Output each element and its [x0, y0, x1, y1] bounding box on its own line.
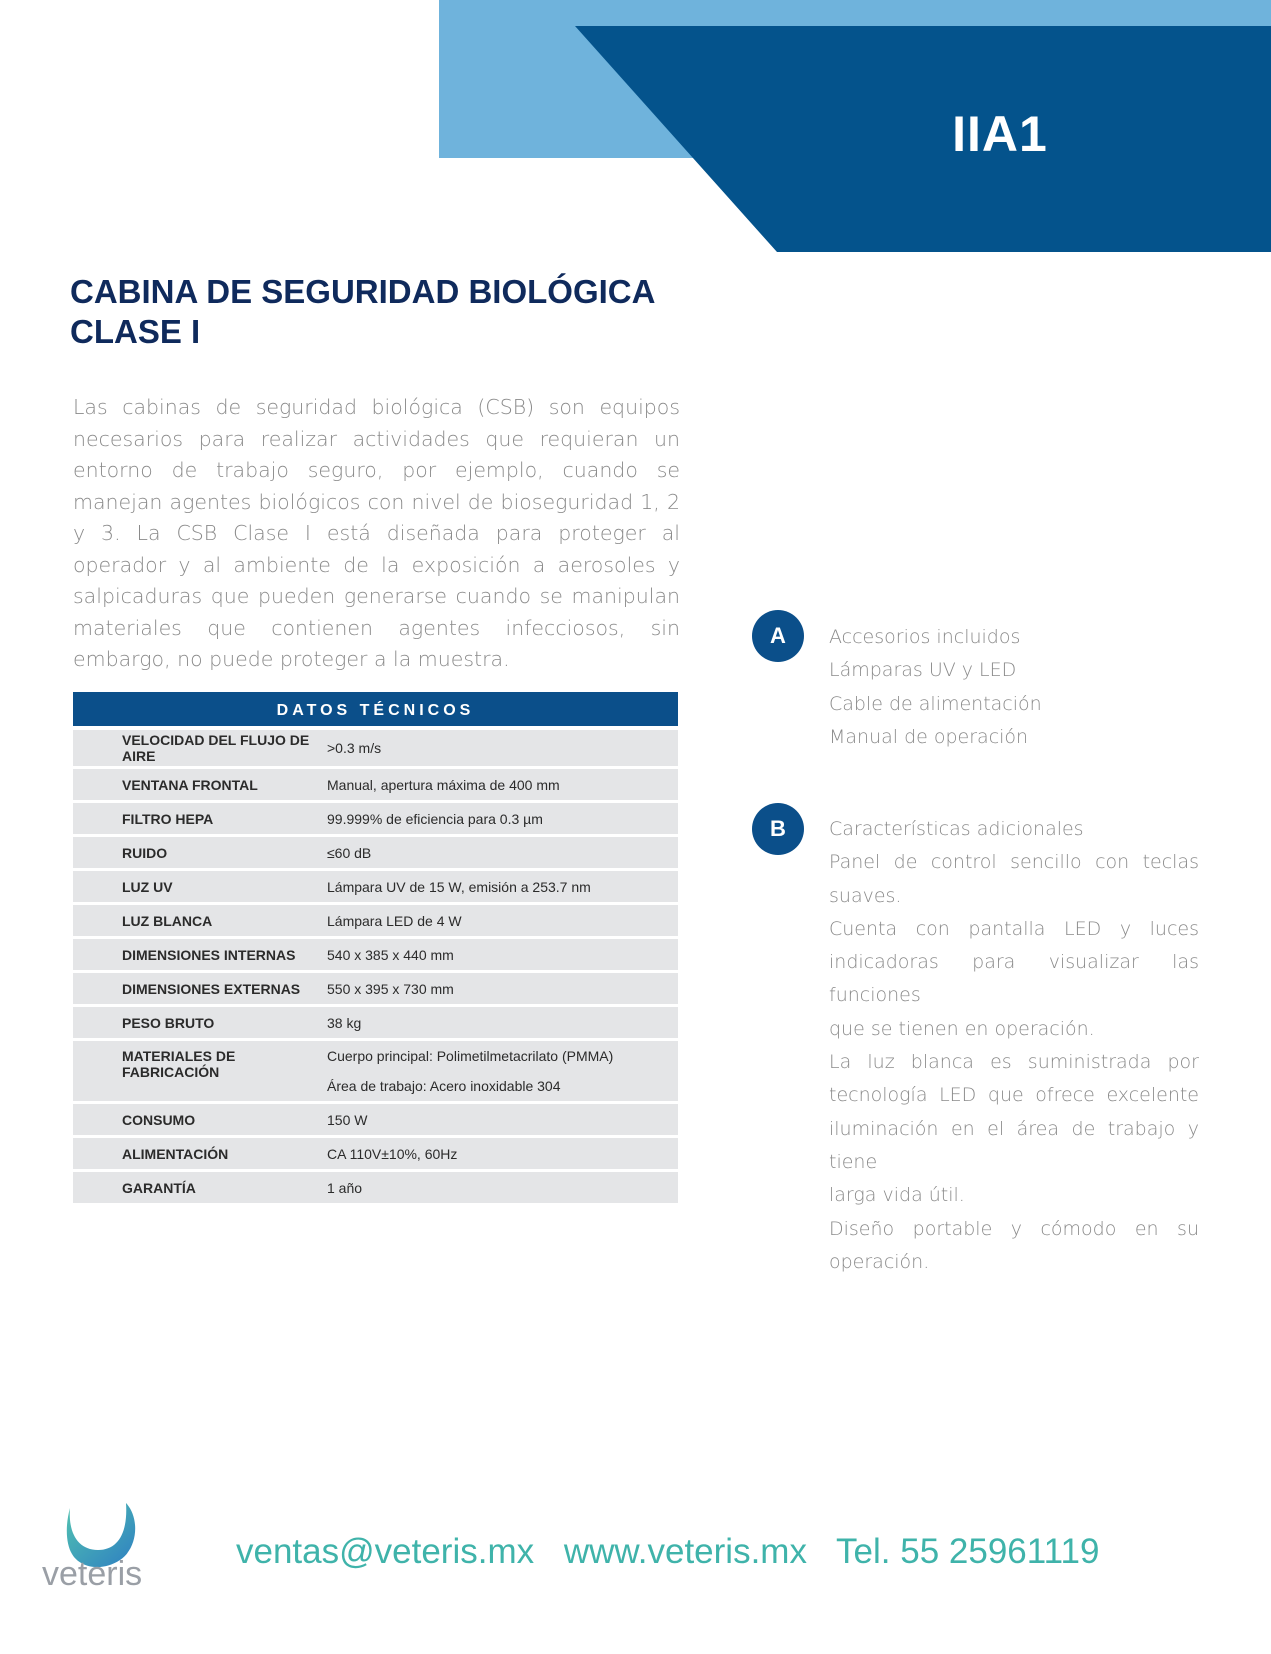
- spec-value-line: CA 110V±10%, 60Hz: [327, 1145, 458, 1162]
- spec-value-line: Lámpara LED de 4 W: [327, 912, 462, 929]
- badge-b: B: [752, 803, 804, 855]
- badge-a: A: [752, 610, 804, 662]
- spec-row: [73, 769, 678, 800]
- spec-value: [327, 1139, 678, 1169]
- spec-value: [327, 1008, 678, 1038]
- feature-line: La luz blanca es suministrada por: [829, 1051, 1199, 1074]
- footer-email[interactable]: ventas@veteris.mx: [236, 1532, 535, 1571]
- spec-label: DIMENSIONES INTERNAS: [122, 946, 296, 963]
- feature-line: Panel de control sencillo con teclas: [829, 851, 1199, 874]
- spec-label: RUIDO: [122, 844, 168, 861]
- spec-label: FILTRO HEPA: [122, 810, 214, 827]
- spec-row: [73, 837, 678, 868]
- spec-value: [327, 804, 678, 834]
- section-b-heading: Características adicionales: [829, 818, 1084, 840]
- spec-label: ALIMENTACIÓN: [122, 1145, 229, 1162]
- spec-label: VENTANA FRONTAL: [122, 776, 258, 793]
- spec-row: [73, 1138, 678, 1169]
- accessory-item: Lámparas UV y LED: [829, 659, 1017, 682]
- feature-line: que se tienen en operación.: [829, 1017, 1095, 1040]
- specs-rows: [73, 730, 678, 1203]
- spec-value: [327, 1173, 678, 1203]
- spec-label: LUZ UV: [122, 878, 173, 895]
- spec-value-line: 38 kg: [327, 1014, 362, 1031]
- spec-value: [327, 940, 678, 970]
- spec-row: [73, 939, 678, 970]
- spec-value: [327, 906, 678, 936]
- feature-line: suaves.: [829, 884, 902, 907]
- spec-value-line: >0.3 m/s: [327, 740, 382, 756]
- specs-table: [73, 692, 678, 1206]
- title-line-1: CABINA DE SEGURIDAD BIOLÓGICA: [70, 273, 656, 310]
- spec-value-line: Lámpara UV de 15 W, emisión a 253.7 nm: [327, 878, 591, 895]
- spec-row: [73, 1007, 678, 1038]
- spec-value-line: Área de trabajo: Acero inoxidable 304: [327, 1078, 561, 1094]
- spec-row: [73, 730, 678, 766]
- spec-label: CONSUMO: [122, 1111, 196, 1128]
- spec-row: [73, 871, 678, 902]
- logo-wordmark: veteris: [42, 1555, 143, 1593]
- spec-value-line: 550 x 395 x 730 mm: [327, 980, 454, 997]
- accessory-item: Accesorios incluidos: [829, 626, 1021, 648]
- spec-value: [327, 770, 678, 800]
- spec-value-line: 540 x 385 x 440 mm: [327, 946, 454, 963]
- footer-website[interactable]: www.veteris.mx: [563, 1532, 807, 1571]
- model-code: IIA1: [952, 106, 1048, 162]
- spec-label: LUZ BLANCA: [122, 912, 213, 929]
- spec-value: [327, 974, 678, 1004]
- accessory-item: Cable de alimentación: [829, 692, 1042, 715]
- feature-line: Diseño portable y cómodo en su: [829, 1217, 1199, 1240]
- feature-line: iluminación en el área de trabajo y tiene: [829, 1117, 1199, 1173]
- footer-contact: [236, 1532, 1119, 1572]
- feature-line: operación.: [829, 1250, 930, 1273]
- spec-value-line: ≤60 dB: [327, 844, 372, 861]
- spec-label: MATERIALES DE FABRICACIÓN: [122, 1048, 236, 1080]
- accessory-item: Manual de operación: [829, 725, 1029, 748]
- spec-row: [73, 1172, 678, 1203]
- page-title: [70, 272, 710, 352]
- spec-row: [73, 905, 678, 936]
- feature-line: indicadoras para visualizar las funciones: [829, 951, 1199, 1007]
- spec-label: PESO BRUTO: [122, 1014, 215, 1031]
- spec-value: [327, 733, 678, 763]
- section-a-list: [829, 621, 1199, 754]
- spec-label: GARANTÍA: [122, 1179, 196, 1196]
- intro-paragraph: Las cabinas de seguridad biológica (CSB) son equipos necesarios para realizar actividades que requieran un entorno de trabajo seguro, por ejemplo, cuando se manejan agentes biológicos con nivel de bioseguridad 1, 2 y 3. La CSB Clase I está diseñada para proteger al operador y al ambiente de la exposición a aerosoles y salpicaduras que pueden generarse cuando se manipulan materiales que contienen agentes infecciosos, sin embargo, no puede proteger a la muestra.: [73, 395, 680, 671]
- spec-label: VELOCIDAD DEL FLUJO DE AIRE: [122, 732, 310, 764]
- spec-label: DIMENSIONES EXTERNAS: [122, 980, 301, 997]
- spec-value: [327, 1041, 678, 1101]
- footer-phone[interactable]: Tel. 55 25961119: [836, 1532, 1100, 1571]
- spec-value-line: Cuerpo principal: Polimetilmetacrilato (PMMA): [327, 1048, 614, 1064]
- spec-row: [73, 1041, 678, 1101]
- feature-line: Cuenta con pantalla LED y luces: [829, 917, 1199, 940]
- spec-value-line: 1 año: [327, 1179, 363, 1196]
- spec-row: [73, 973, 678, 1004]
- spec-value-line: Manual, apertura máxima de 400 mm: [327, 776, 560, 793]
- spec-value-line: 150 W: [327, 1111, 368, 1128]
- feature-line: larga vida útil.: [829, 1184, 965, 1207]
- feature-line: tecnología LED que ofrece excelente: [829, 1084, 1199, 1107]
- spec-row: [73, 803, 678, 834]
- spec-value: [327, 872, 678, 902]
- spec-value: [327, 838, 678, 868]
- spec-row: [73, 1104, 678, 1135]
- specs-header: DATOS TÉCNICOS: [73, 692, 678, 726]
- title-line-2: CLASE I: [70, 313, 201, 350]
- section-b-list: [829, 813, 1199, 1279]
- spec-value: [327, 1105, 678, 1135]
- spec-value-line: 99.999% de eficiencia para 0.3 µm: [327, 810, 543, 827]
